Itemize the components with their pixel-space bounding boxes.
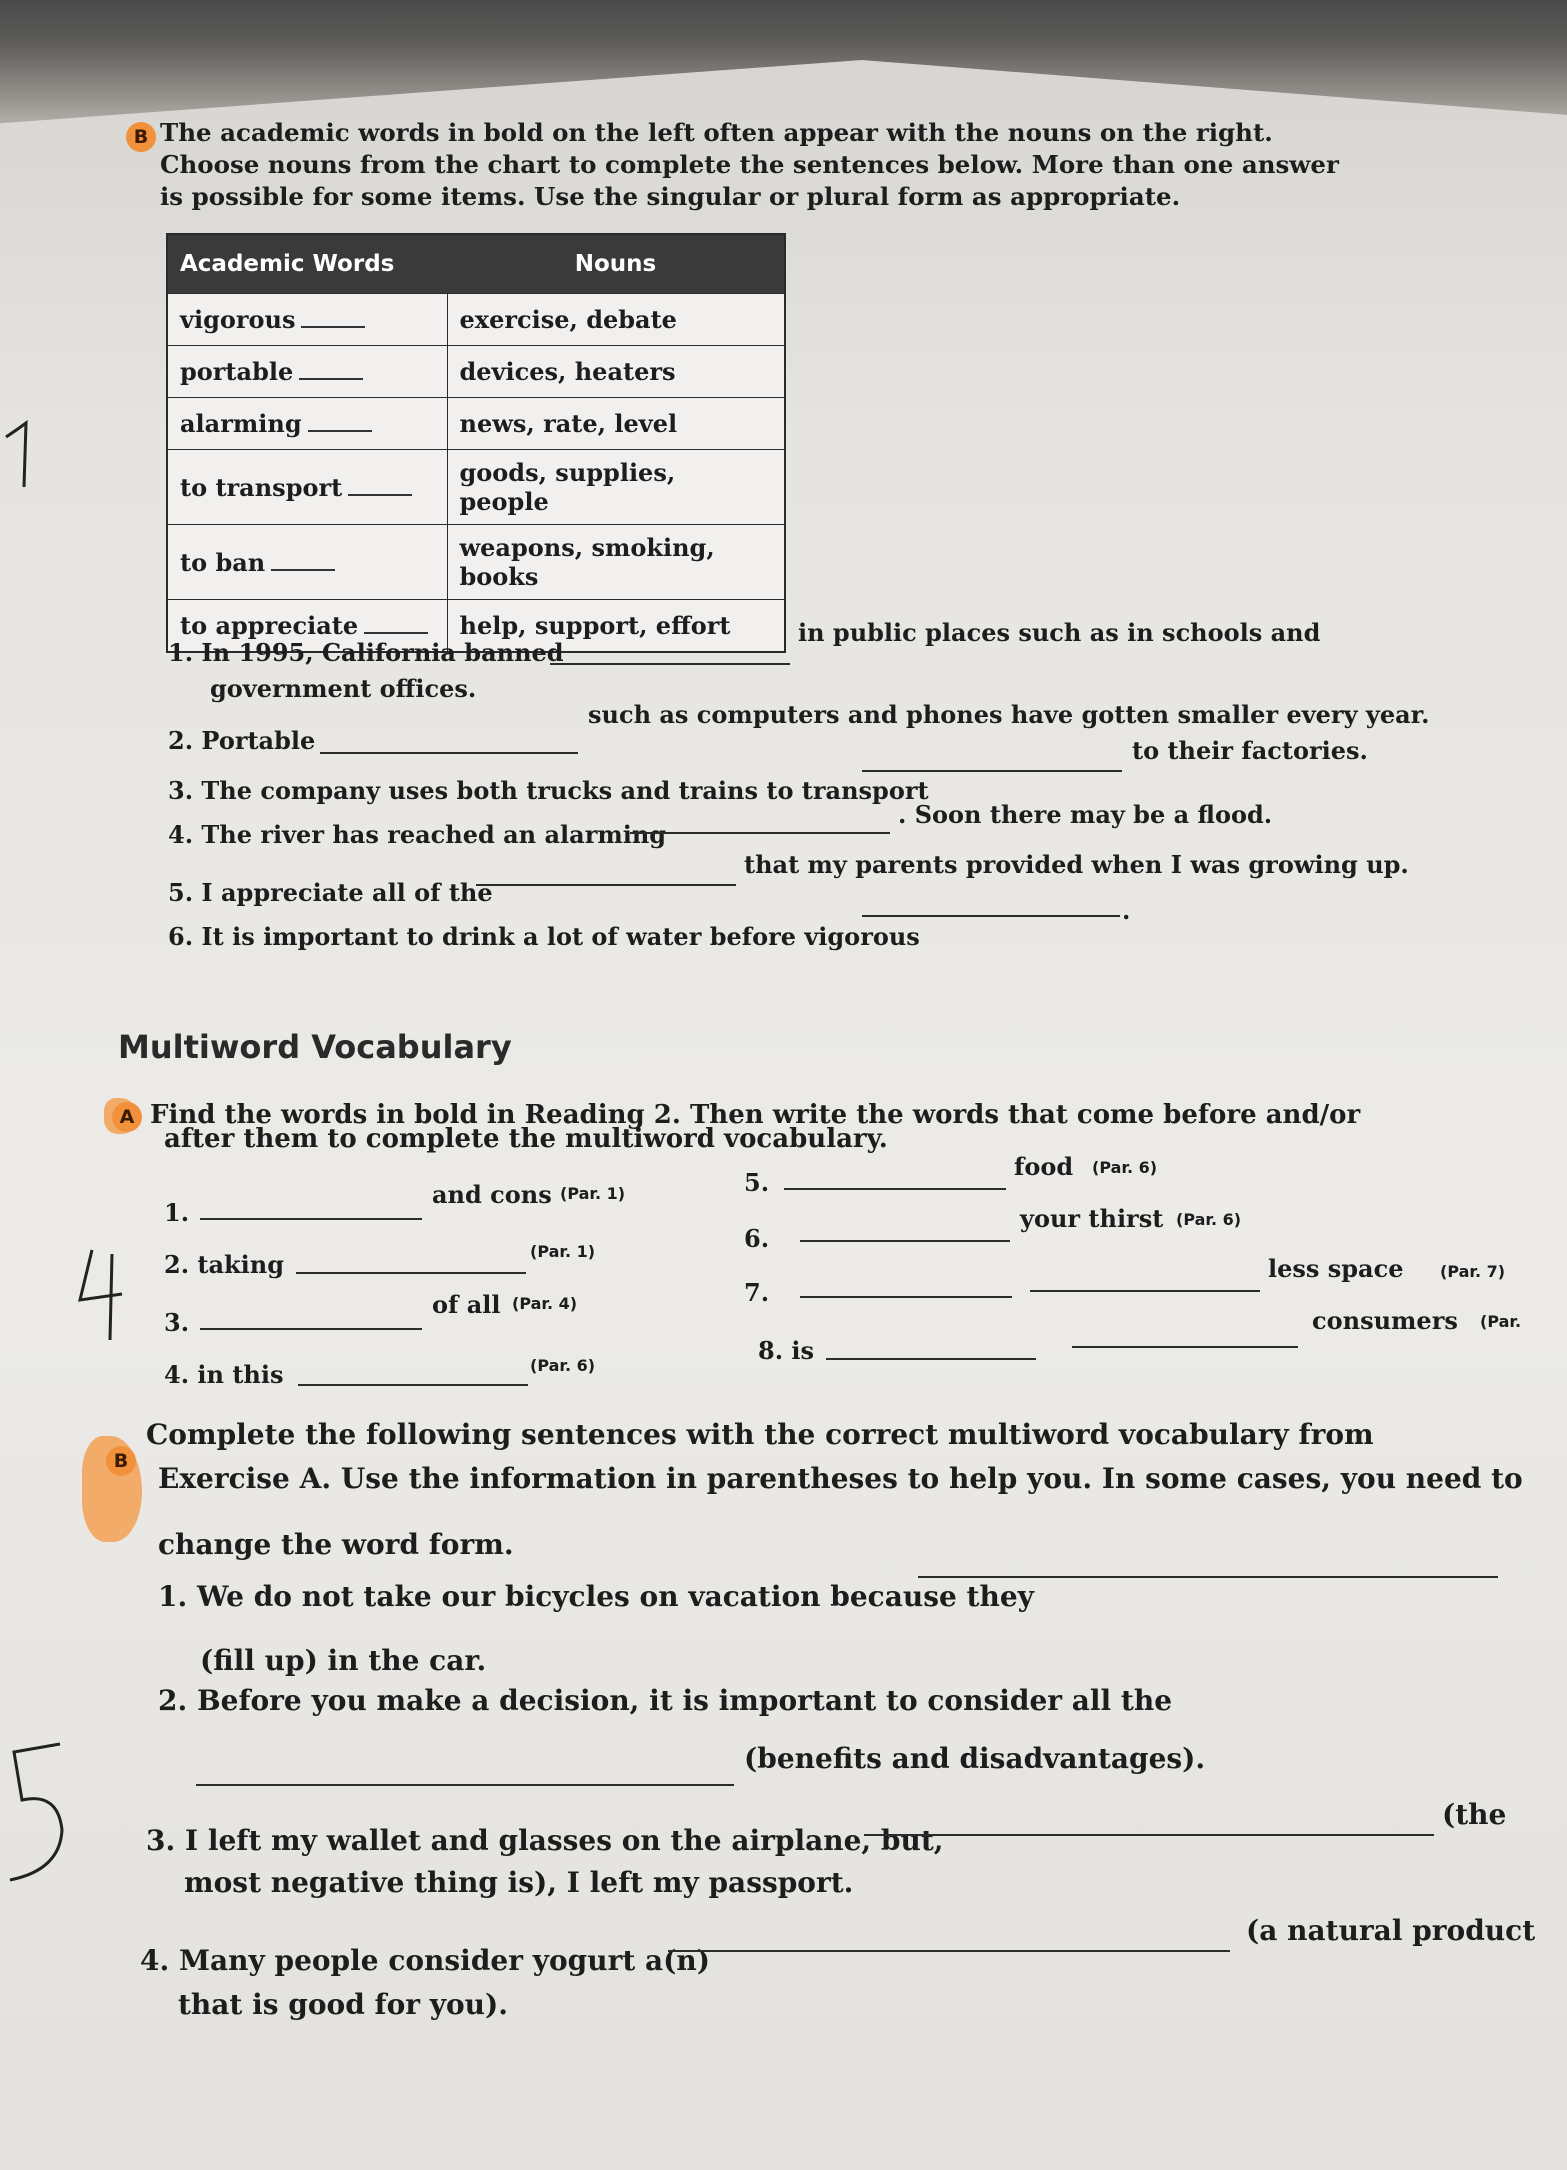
academic-word-cell (167, 450, 447, 525)
answer-blank[interactable] (200, 1218, 422, 1220)
item-6-number: 6. (744, 1224, 770, 1253)
answer-blank[interactable] (476, 884, 736, 886)
answer-blank[interactable] (784, 1188, 1006, 1190)
b2-sentence-3-continuation: most negative thing is), I left my passport. (184, 1866, 854, 1899)
chart-row (167, 525, 785, 600)
sentence-2-start: 2. Portable (168, 726, 316, 755)
answer-blank[interactable] (862, 915, 1120, 917)
exercise-a-instruction-line-2: after them to complete the multiword vocabulary. (164, 1124, 888, 1154)
exercise-b2-instruction-line-2: Exercise A. Use the information in parentheses to help you. In some cases, you need to (158, 1462, 1523, 1495)
answer-blank[interactable] (296, 1272, 526, 1274)
section-heading: Multiword Vocabulary (118, 1028, 512, 1066)
sentence-5-start: 5. I appreciate all of the (168, 878, 493, 907)
answer-blank[interactable] (301, 325, 365, 328)
academic-word: to ban (180, 547, 266, 577)
exercise-b2-badge: B (106, 1446, 136, 1476)
b2-sentence-4-start: 4. Many people consider yogurt a(n) (140, 1944, 711, 1977)
sentence-4-start: 4. The river has reached an alarming (168, 820, 667, 849)
sentence-3-end: to their factories. (1132, 736, 1368, 765)
answer-blank[interactable] (918, 1576, 1498, 1578)
b2-sentence-3-start: 3. I left my wallet and glasses on the airplane, but, (146, 1824, 944, 1857)
answer-blank[interactable] (800, 1296, 1012, 1298)
item-7-paragraph-ref: (Par. 7) (1440, 1262, 1506, 1281)
academic-word-cell (167, 294, 447, 346)
exercise-b-badge: B (126, 122, 156, 152)
exercise-a-instruction-line-1 (150, 1058, 1550, 1130)
answer-blank[interactable] (298, 1384, 528, 1386)
answer-blank[interactable] (308, 429, 372, 432)
exercise-b-instruction-line-2: Choose nouns from the chart to complete the sentences below. More than one answer (160, 150, 1339, 179)
b2-sentence-4-continuation: that is good for you). (178, 1988, 509, 2021)
item-3-text: of all (432, 1290, 501, 1319)
sentence-3-start: 3. The company uses both trucks and trains to transport (168, 776, 929, 805)
sentence-6-start: 6. It is important to drink a lot of water before vigorous (168, 922, 920, 951)
chart-row (167, 398, 785, 450)
answer-blank[interactable] (364, 631, 428, 634)
item-7-text: less space (1268, 1254, 1404, 1283)
nouns-cell: news, rate, level (447, 398, 785, 450)
item-1-text: and cons (432, 1180, 552, 1209)
sentence-5-end: that my parents provided when I was growing up. (744, 850, 1409, 879)
answer-blank[interactable] (200, 1328, 422, 1330)
answer-blank[interactable] (299, 377, 363, 380)
academic-word: vigorous (180, 305, 296, 334)
answer-blank[interactable] (668, 1950, 1230, 1952)
handwritten-number-4 (70, 1240, 130, 1350)
academic-word: to transport (180, 472, 343, 502)
item-2-number: 2. taking (164, 1250, 285, 1279)
answer-blank[interactable] (630, 832, 890, 834)
item-5-text: food (1014, 1152, 1074, 1181)
item-1-number: 1. (164, 1198, 190, 1227)
answer-blank[interactable] (348, 493, 412, 496)
chart-row (167, 450, 785, 525)
handwritten-number-1 (0, 415, 40, 495)
item-7-number: 7. (744, 1278, 770, 1307)
b2-sentence-3-end: (the (1442, 1798, 1507, 1831)
exercise-a-instruction-text-1: Find the words in bold in Reading 2. Then write the words that come before and/or (150, 1100, 1361, 1130)
nouns-cell: goods, supplies, people (447, 450, 785, 525)
answer-blank[interactable] (1030, 1290, 1260, 1292)
academic-word-cell (167, 525, 447, 600)
b2-sentence-2-start: 2. Before you make a decision, it is important to consider all the (158, 1684, 1173, 1717)
sentence-6-end: . (1122, 896, 1131, 925)
item-8-text: consumers (1312, 1306, 1458, 1335)
answer-blank[interactable] (1072, 1346, 1298, 1348)
sentence-1-end: in public places such as in schools and (798, 618, 1321, 647)
academic-word: alarming (180, 409, 302, 438)
exercise-b-instruction-line-1: The academic words in bold on the left often appear with the nouns on the right. (160, 118, 1273, 147)
academic-word-cell (167, 346, 447, 398)
exercise-b2-instruction-line-1: Complete the following sentences with the correct multiword vocabulary from (146, 1418, 1374, 1451)
item-8-paragraph-ref: (Par. (1480, 1312, 1522, 1331)
item-4-paragraph-ref: (Par. 6) (530, 1356, 596, 1375)
chart-row (167, 346, 785, 398)
item-2-paragraph-ref: (Par. 1) (530, 1242, 596, 1261)
answer-blank[interactable] (864, 1834, 1434, 1836)
academic-word-cell (167, 398, 447, 450)
item-1-paragraph-ref: (Par. 1) (560, 1184, 626, 1203)
answer-blank[interactable] (826, 1358, 1036, 1360)
chart-header-nouns: Nouns (447, 234, 785, 294)
b2-sentence-1-start: 1. We do not take our bicycles on vacation because they (158, 1580, 1034, 1613)
exercise-a-badge: A (112, 1102, 142, 1132)
answer-blank[interactable] (550, 663, 790, 665)
sentence-4-end: . Soon there may be a flood. (898, 800, 1273, 829)
b2-sentence-4-end: (a natural product (1246, 1914, 1536, 1947)
chart-header-row (167, 234, 785, 294)
item-6-text: your thirst (1020, 1204, 1164, 1233)
answer-blank[interactable] (800, 1240, 1010, 1242)
item-3-paragraph-ref: (Par. 4) (512, 1294, 578, 1313)
academic-word: to appreciate (180, 611, 359, 640)
sentence-1-continuation: government offices. (210, 674, 477, 703)
chart-row (167, 294, 785, 346)
answer-blank[interactable] (196, 1784, 734, 1786)
answer-blank[interactable] (271, 568, 335, 571)
nouns-cell: weapons, smoking, books (447, 525, 785, 600)
nouns-cell: devices, heaters (447, 346, 785, 398)
handwritten-number-5 (0, 1730, 80, 1890)
nouns-cell: help, support, effort (447, 600, 785, 653)
chart-header-academic-words: Academic Words (167, 234, 447, 294)
exercise-b-instruction-line-3: is possible for some items. Use the singular or plural form as appropriate. (160, 182, 1181, 211)
sentence-2-end: such as computers and phones have gotten smaller every year. (588, 700, 1430, 729)
answer-blank[interactable] (862, 770, 1122, 772)
sentence-1-start: 1. In 1995, California banned (168, 638, 564, 667)
b2-sentence-1-end: (fill up) in the car. (200, 1644, 487, 1677)
item-6-paragraph-ref: (Par. 6) (1176, 1210, 1242, 1229)
item-3-number: 3. (164, 1308, 190, 1337)
b2-sentence-2-end: (benefits and disadvantages). (744, 1742, 1206, 1775)
nouns-cell: exercise, debate (447, 294, 785, 346)
academic-word: portable (180, 357, 294, 386)
item-4-number: 4. in this (164, 1360, 284, 1389)
item-5-paragraph-ref: (Par. 6) (1092, 1158, 1158, 1177)
item-8-number: 8. is (758, 1336, 815, 1365)
exercise-b2-instruction-line-3: change the word form. (158, 1528, 514, 1561)
answer-blank[interactable] (320, 752, 578, 754)
item-5-number: 5. (744, 1168, 770, 1197)
academic-words-chart (166, 233, 786, 653)
